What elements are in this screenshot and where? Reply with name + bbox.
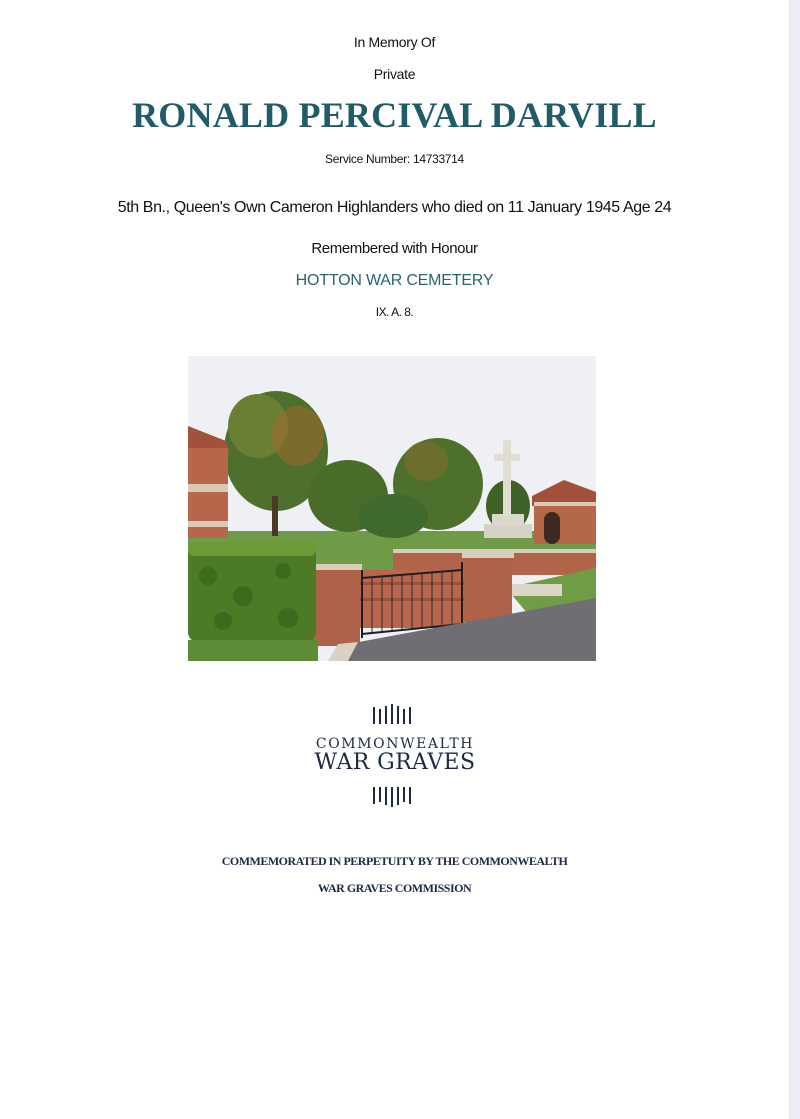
- cemetery-photo: [188, 356, 596, 661]
- in-memory-heading: In Memory Of: [353, 34, 436, 50]
- logo-text-commonwealth: COMMONWEALTH: [315, 736, 475, 752]
- footer-commemoration-line-2: WAR GRAVES COMMISSION: [317, 881, 472, 895]
- grave-reference: IX. A. 8.: [375, 305, 414, 319]
- footer-commemoration-line-1: COMMEMORATED IN PERPETUITY BY THE COMMONWEALTH: [221, 854, 568, 868]
- logo-text-war-graves: WAR GRAVES: [314, 750, 476, 775]
- viewer-scrollbar[interactable]: [789, 0, 800, 1119]
- cemetery-name: HOTTON WAR CEMETERY: [295, 272, 494, 289]
- rank-label: Private: [373, 66, 416, 82]
- remembered-with-honour: Remembered with Honour: [311, 240, 478, 257]
- service-number: Service Number: 14733714: [325, 152, 464, 166]
- casualty-name: RONALD PERCIVAL DARVILL: [132, 95, 657, 135]
- unit-and-death-details: 5th Bn., Queen's Own Cameron Highlanders who died on 11 January 1945 Age 24: [117, 199, 672, 216]
